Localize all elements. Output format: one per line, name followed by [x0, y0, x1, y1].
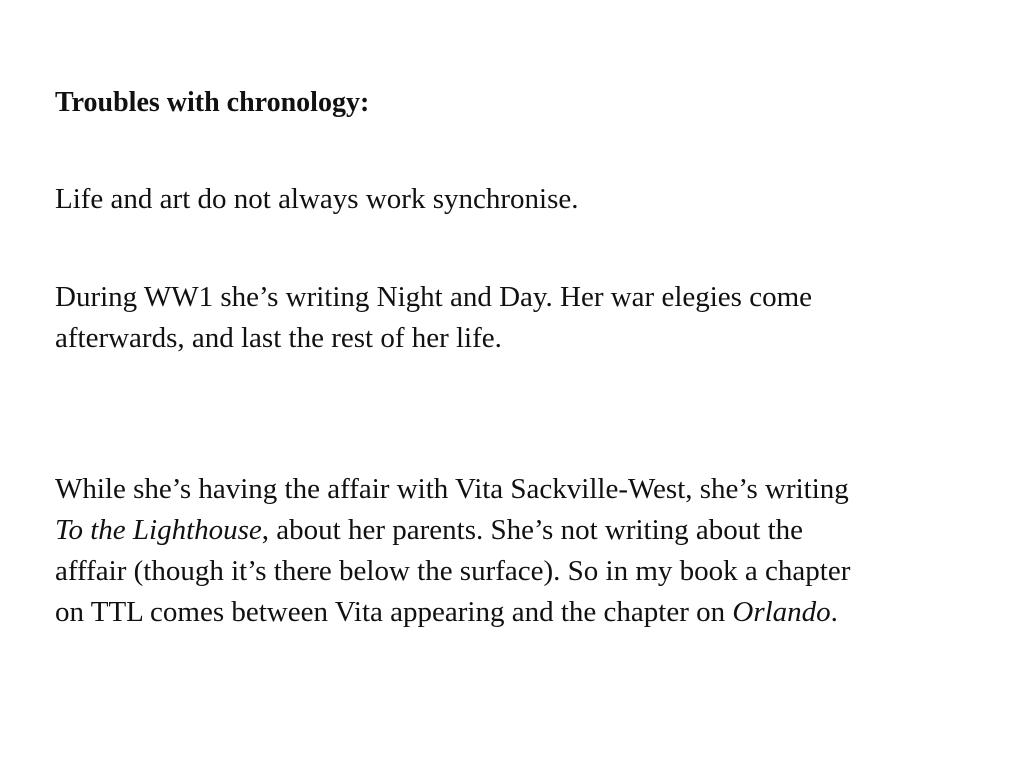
- slide-content: [55, 82, 970, 633]
- paragraph-vita-line-3: afffair (though it’s there below the surface). So in my book a chapter: [55, 555, 851, 587]
- paragraph-vita-period: .: [830, 596, 838, 628]
- orlando-title: Orlando: [732, 596, 831, 628]
- paragraph-synchronise: Life and art do not always work synchronise.: [55, 183, 579, 215]
- paragraph-ww1: [55, 277, 970, 359]
- paragraph-vita: [55, 469, 970, 633]
- paragraph-vita-line-2: , about her parents. She’s not writing about the: [261, 514, 804, 546]
- paragraph-ww1-line-1: During WW1 she’s writing Night and Day. Her war elegies come: [55, 281, 813, 313]
- paragraph-vita-line-4: on TTL comes between Vita appearing and the chapter on: [55, 596, 733, 628]
- paragraph-ww1-line-2: afterwards, and last the rest of her life.: [55, 322, 502, 354]
- paragraph-vita-line-1: While she’s having the affair with Vita Sackville-West, she’s writing: [55, 473, 849, 505]
- slide-heading: Troubles with chronology:: [55, 87, 370, 118]
- lighthouse-title: To the Lighthouse: [55, 514, 262, 546]
